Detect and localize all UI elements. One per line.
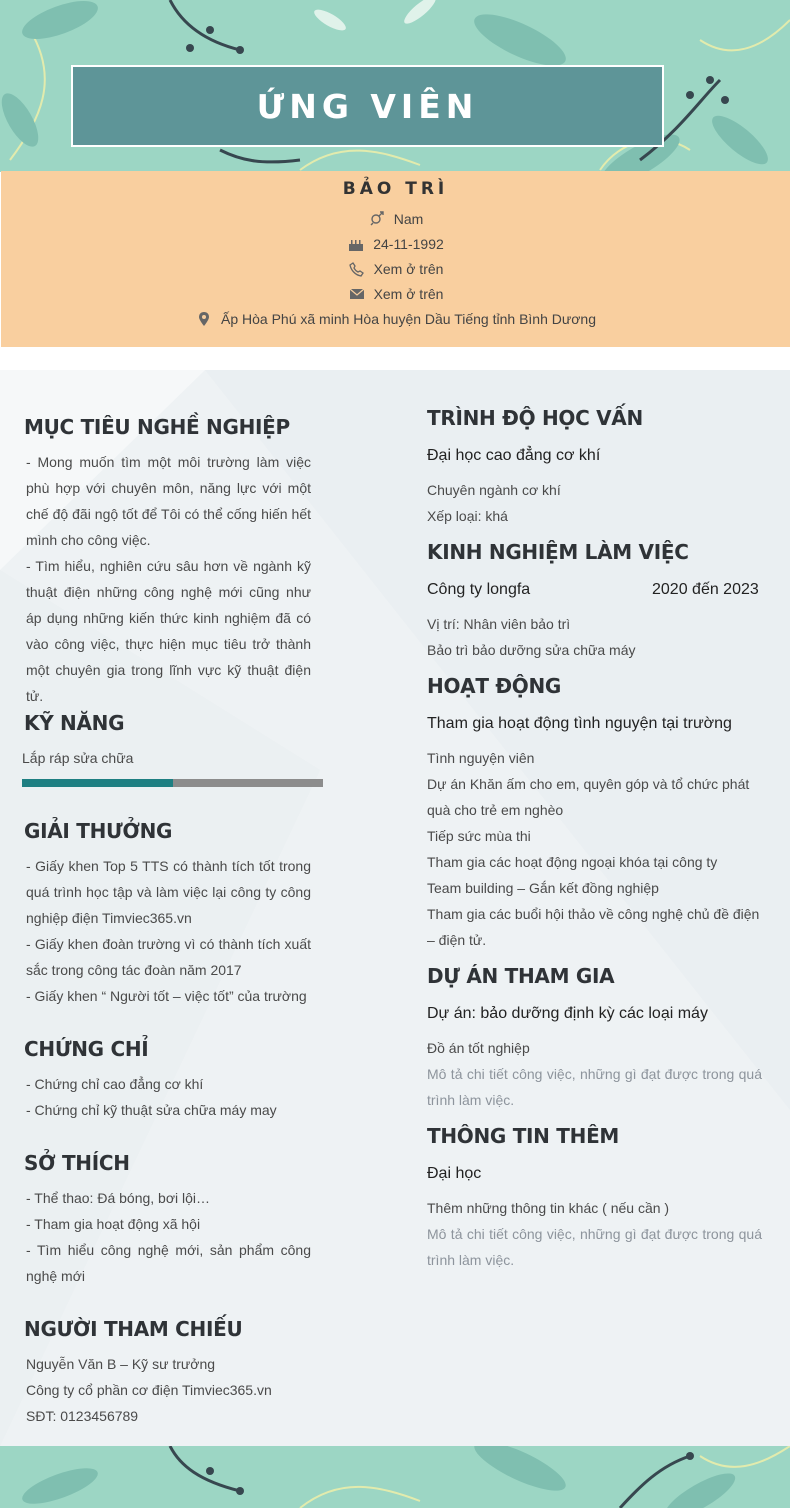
reference-item: SĐT: 0123456789	[26, 1408, 139, 1424]
hobby-item: - Tìm hiểu công nghệ mới, sản phẩm công nghệ mới	[26, 1242, 311, 1284]
activity-item: Team building – Gắn kết đồng nghiệp	[427, 880, 659, 896]
education-major: Chuyên ngành cơ khí	[427, 482, 561, 498]
experience-company: Công ty longfa	[427, 581, 531, 598]
additional-info-description: Mô tả chi tiết công việc, những gì đạt được trong quá trình làm việc.	[427, 1226, 762, 1268]
award-item-3: - Giấy khen “ Người tốt – việc tốt” của trường	[26, 988, 307, 1004]
email-row	[1, 286, 790, 302]
career-goal-text-1: - Mong muốn tìm một môi trường làm việc phù hợp với chuyên môn, năng lực với một chế độ đãi ngộ tốt để Tôi có thể cống hiến hết mình cho công việc.	[26, 454, 311, 548]
gender-value: Nam	[393, 211, 424, 227]
activity-item: Tình nguyện viên	[427, 750, 535, 766]
floral-header-banner	[0, 0, 790, 172]
activities-title: HOẠT ĐỘNG	[427, 674, 562, 698]
gender-row	[1, 211, 790, 227]
envelope-icon	[348, 286, 366, 302]
gender-icon	[368, 211, 386, 227]
phone-icon	[348, 261, 366, 277]
personal-info-section	[1, 171, 790, 347]
hobbies-title: SỞ THÍCH	[24, 1151, 130, 1175]
award-item-2: - Giấy khen đoàn trường vì có thành tích xuất sắc trong công tác đoàn năm 2017	[26, 936, 311, 978]
address-value: Ấp Hòa Phú xã minh Hòa huyện Dầu Tiếng tỉnh Bình Dương	[221, 311, 596, 327]
experience-period: 2020 đến 2023	[652, 581, 759, 598]
references-title: NGƯỜI THAM CHIẾU	[24, 1317, 243, 1341]
floral-footer-banner	[0, 1446, 790, 1508]
birthday-value: 24-11-1992	[373, 236, 444, 252]
education-title: TRÌNH ĐỘ HỌC VẤN	[427, 406, 643, 430]
birthday-row	[1, 236, 790, 252]
main-content	[0, 370, 790, 1446]
certificates-title: CHỨNG CHỈ	[24, 1037, 149, 1061]
career-goal-title: MỤC TIÊU NGHỀ NGHIỆP	[24, 415, 290, 439]
award-item-1: - Giấy khen Top 5 TTS có thành tích tốt trong quá trình học tập và làm việc lại công ty công nghiệp điện Timviec365.vn	[26, 858, 311, 926]
additional-info-name: Đại học	[427, 1165, 482, 1182]
project-item: Đồ án tốt nghiệp	[427, 1040, 530, 1056]
candidate-name: BẢO TRÌ	[342, 179, 449, 199]
additional-info-title: THÔNG TIN THÊM	[427, 1124, 620, 1148]
phone-value: Xem ở trên	[373, 261, 444, 277]
certificate-item: - Chứng chỉ cao đẳng cơ khí	[26, 1076, 204, 1092]
career-goal-text-2: - Tìm hiểu, nghiên cứu sâu hơn về ngành kỹ thuật điện những công nghệ mới cũng như áp dụng những kiến thức kinh nghiệm đã có vào công việc, thực hiện mục tiêu trở thành một chuyên gia trong lĩnh vực kỹ thuật điện tử.	[26, 558, 311, 704]
title-banner	[71, 65, 664, 147]
birthday-cake-icon	[347, 236, 365, 252]
skill-name: Lắp ráp sửa chữa	[22, 750, 134, 766]
activity-name: Tham gia hoạt động tình nguyện tại trường	[427, 715, 732, 732]
experience-position: Vị trí: Nhân viên bảo trì	[427, 616, 571, 632]
projects-title: DỰ ÁN THAM GIA	[427, 964, 615, 988]
project-description: Mô tả chi tiết công việc, những gì đạt được trong quá trình làm việc.	[427, 1066, 762, 1108]
experience-title: KINH NGHIỆM LÀM VIỆC	[427, 540, 689, 564]
skill-progress-fill	[22, 779, 173, 787]
reference-item: Công ty cổ phần cơ điện Timviec365.vn	[26, 1382, 272, 1398]
skill-progress-bar	[22, 779, 323, 787]
phone-row	[1, 261, 790, 277]
page-title: ỨNG VIÊN	[256, 86, 479, 126]
certificate-item: - Chứng chỉ kỹ thuật sửa chữa máy may	[26, 1102, 277, 1118]
activity-item: Tham gia các hoạt động ngoại khóa tại công ty	[427, 854, 718, 870]
hobby-item: - Tham gia hoạt động xã hội	[26, 1216, 201, 1232]
education-grade: Xếp loại: khá	[427, 508, 508, 524]
skills-title: KỸ NĂNG	[24, 711, 125, 735]
education-school: Đại học cao đẳng cơ khí	[427, 447, 601, 464]
awards-title: GIẢI THƯỞNG	[24, 819, 173, 843]
hobby-item: - Thể thao: Đá bóng, bơi lội…	[26, 1190, 211, 1206]
reference-item: Nguyễn Văn B – Kỹ sư trưởng	[26, 1356, 216, 1372]
activity-item: Tiếp sức mùa thi	[427, 828, 531, 844]
experience-description: Bảo trì bảo dưỡng sửa chữa máy	[427, 642, 636, 658]
email-value: Xem ở trên	[373, 286, 444, 302]
additional-info-item: Thêm những thông tin khác ( nếu cần )	[427, 1200, 670, 1216]
project-name: Dự án: bảo dưỡng định kỳ các loại máy	[427, 1005, 708, 1022]
activity-item: Dự án Khăn ấm cho em, quyên góp và tổ chức phát quà cho trẻ em nghèo	[427, 776, 750, 818]
address-row	[1, 311, 790, 327]
map-pin-icon	[195, 311, 213, 327]
floral-pattern	[0, 1446, 790, 1508]
activity-item: Tham gia các buổi hội thảo về công nghệ chủ đề điện – điện tử.	[427, 906, 760, 948]
